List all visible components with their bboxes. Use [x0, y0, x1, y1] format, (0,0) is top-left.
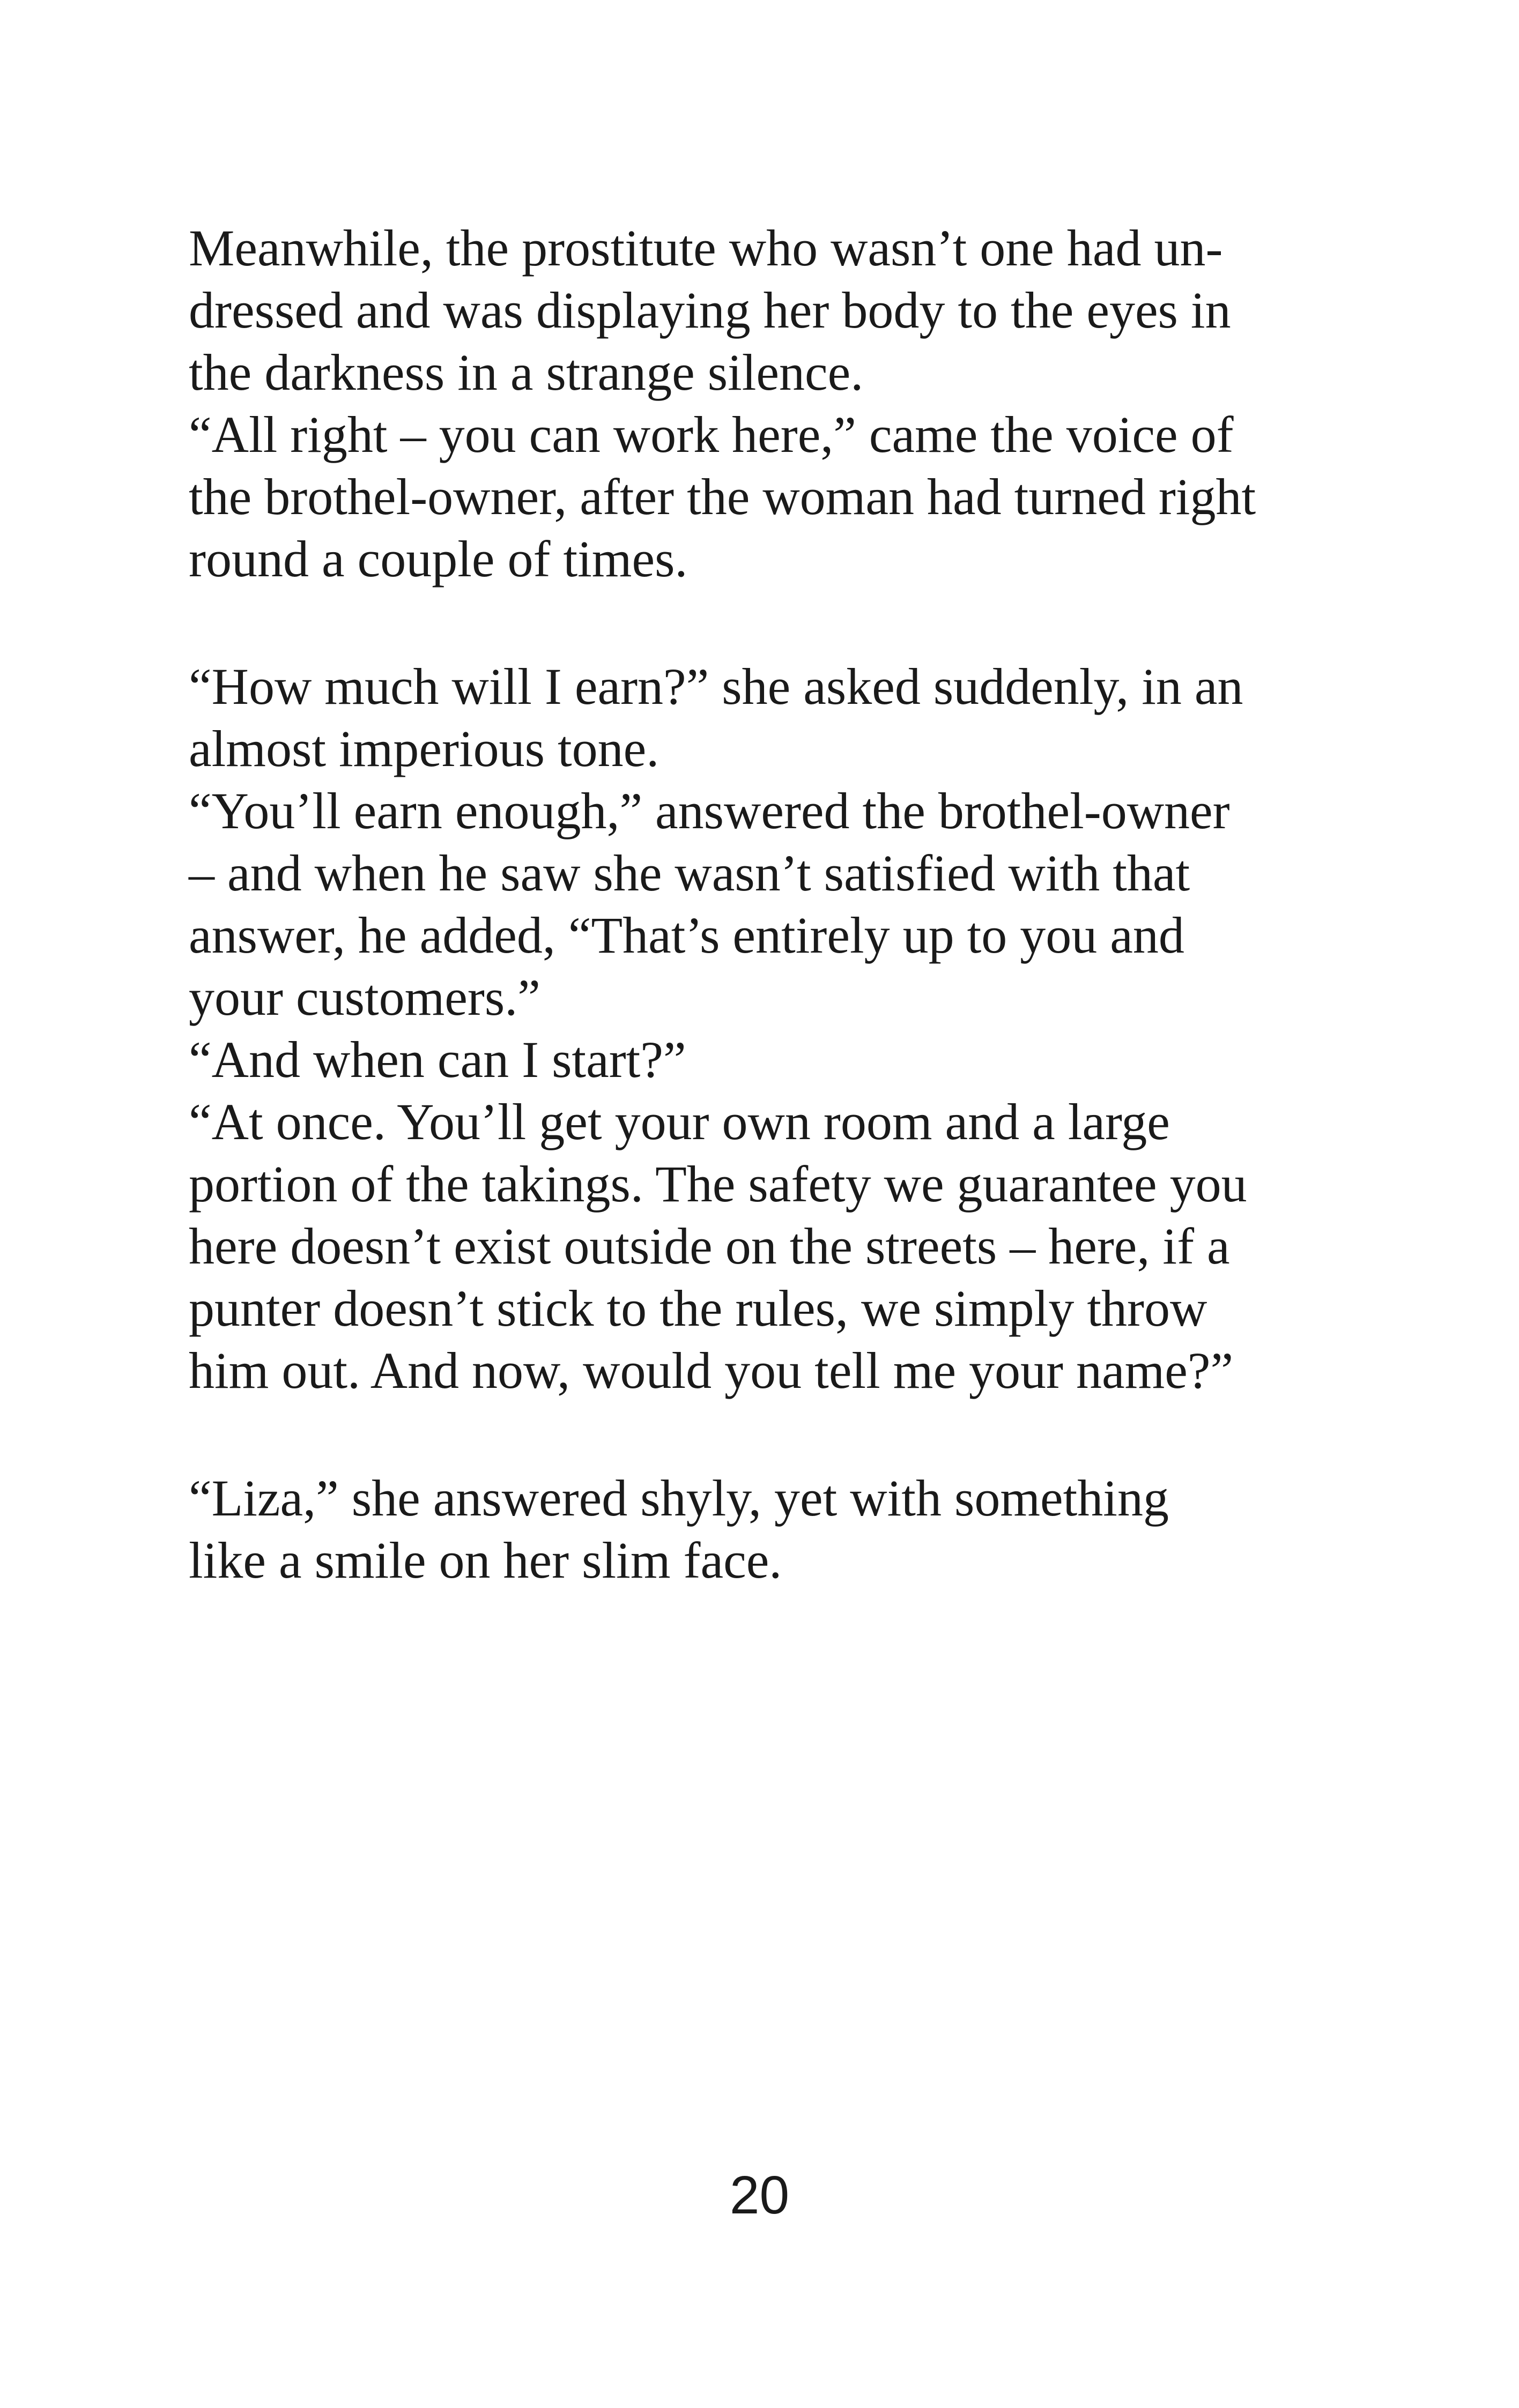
paragraph-liza — [189, 1467, 1336, 1592]
text-line: your customers.” — [189, 969, 540, 1026]
text-line: “How much will I earn?” she asked suddenly, in an — [189, 658, 1243, 715]
text-line: him out. And now, would you tell me your name?” — [189, 1342, 1234, 1399]
text-line: “Liza,” she answered shyly, yet with something — [189, 1469, 1169, 1527]
text-line: the darkness in a strange silence. — [189, 344, 864, 401]
paragraph-how-much — [189, 656, 1336, 780]
text-line: “And when can I start?” — [189, 1031, 686, 1088]
paragraph-earn-enough — [189, 780, 1336, 1029]
text-line: round a couple of times. — [189, 530, 688, 588]
text-line: portion of the takings. The safety we guarantee you — [189, 1155, 1247, 1213]
page-number: 20 — [729, 2165, 790, 2225]
text-line: Meanwhile, the prostitute who wasn’t one had un- — [189, 219, 1223, 277]
text-line: “At once. You’ll get your own room and a large — [189, 1093, 1170, 1150]
paragraph-at-once — [189, 1091, 1336, 1402]
text-line: punter doesn’t stick to the rules, we simply throw — [189, 1280, 1207, 1337]
text-line: almost imperious tone. — [189, 720, 660, 777]
text-line: “You’ll earn enough,” answered the brothel-owner — [189, 782, 1230, 839]
text-line: answer, he added, “That’s entirely up to you and — [189, 906, 1184, 964]
paragraph-meanwhile — [189, 217, 1336, 404]
text-line: like a smile on her slim face. — [189, 1532, 782, 1589]
paragraph-gap — [189, 1402, 1336, 1467]
paragraph-when-start — [189, 1029, 1336, 1091]
body-text — [189, 217, 1336, 1592]
paragraph-all-right — [189, 404, 1336, 590]
text-line: dressed and was displaying her body to the eyes in — [189, 281, 1231, 339]
text-line: “All right – you can work here,” came the voice of — [189, 406, 1234, 463]
paragraph-gap — [189, 590, 1336, 656]
text-line: here doesn’t exist outside on the streets – here, if a — [189, 1217, 1230, 1275]
text-line: – and when he saw she wasn’t satisfied with that — [189, 844, 1190, 902]
text-line: the brothel-owner, after the woman had turned right — [189, 468, 1256, 525]
